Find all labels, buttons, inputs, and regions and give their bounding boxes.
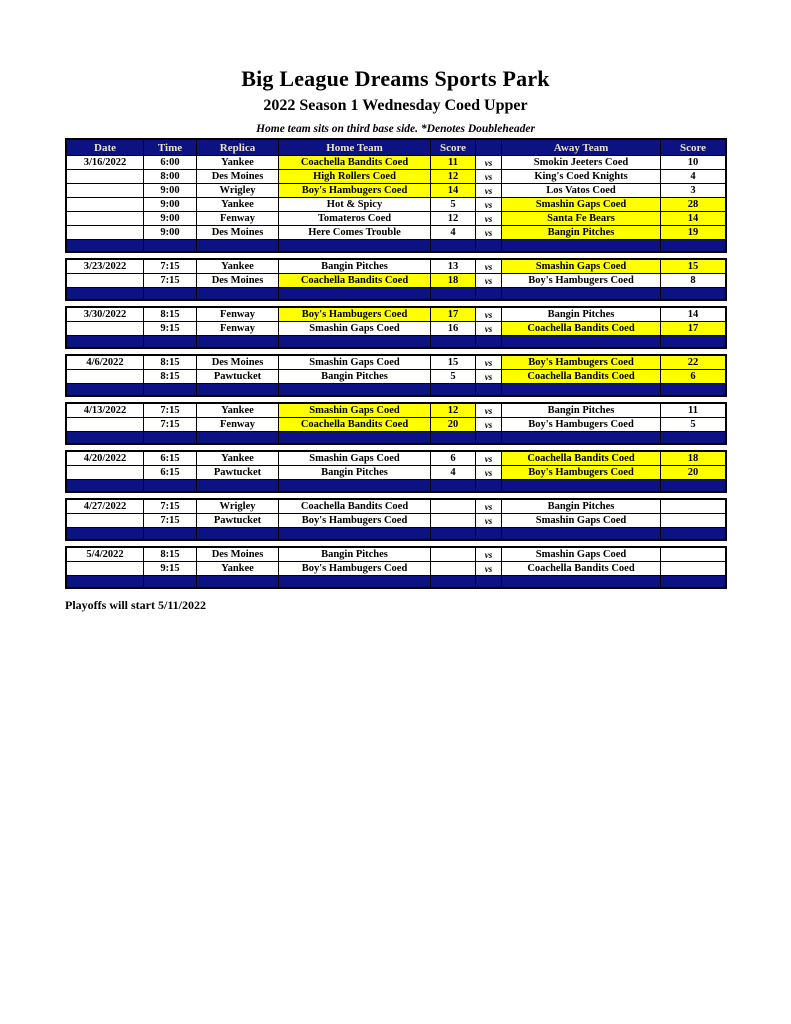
time-cell: 7:15 bbox=[144, 260, 197, 273]
separator-cell bbox=[197, 432, 279, 443]
schedule-block bbox=[65, 306, 727, 349]
time-cell: 9:00 bbox=[144, 226, 197, 239]
column-header: Date bbox=[67, 140, 144, 155]
date-cell bbox=[67, 466, 144, 479]
time-cell: 8:15 bbox=[144, 308, 197, 321]
separator-cell bbox=[144, 240, 197, 251]
home-team-cell: Bangin Pitches bbox=[279, 466, 431, 479]
separator-cell bbox=[431, 336, 476, 347]
replica-cell: Fenway bbox=[197, 212, 279, 225]
separator-cell bbox=[661, 528, 725, 539]
game-row bbox=[67, 198, 725, 212]
away-score-cell: 19 bbox=[661, 226, 725, 239]
home-score-cell: 4 bbox=[431, 466, 476, 479]
game-row bbox=[67, 562, 725, 576]
away-team-cell: Boy's Hambugers Coed bbox=[502, 274, 661, 287]
vs-cell: vs bbox=[476, 466, 502, 479]
column-header: Home Team bbox=[279, 140, 431, 155]
separator-cell bbox=[431, 240, 476, 251]
time-cell: 7:15 bbox=[144, 500, 197, 513]
separator-cell bbox=[144, 576, 197, 587]
time-cell: 8:15 bbox=[144, 370, 197, 383]
separator-cell bbox=[279, 384, 431, 395]
date-cell bbox=[67, 198, 144, 211]
separator-cell bbox=[476, 576, 502, 587]
away-score-cell: 6 bbox=[661, 370, 725, 383]
separator-cell bbox=[502, 288, 661, 299]
away-team-cell: Smashin Gaps Coed bbox=[502, 260, 661, 273]
separator-cell bbox=[144, 480, 197, 491]
home-team-cell: High Rollers Coed bbox=[279, 170, 431, 183]
time-cell: 9:00 bbox=[144, 184, 197, 197]
separator-cell bbox=[661, 336, 725, 347]
separator-cell bbox=[144, 288, 197, 299]
vs-cell: vs bbox=[476, 156, 502, 169]
vs-cell: vs bbox=[476, 452, 502, 465]
separator-cell bbox=[67, 480, 144, 491]
column-header: Time bbox=[144, 140, 197, 155]
game-row bbox=[67, 452, 725, 466]
date-cell bbox=[67, 184, 144, 197]
vs-cell: vs bbox=[476, 198, 502, 211]
game-row bbox=[67, 370, 725, 384]
separator-cell bbox=[279, 528, 431, 539]
home-score-cell bbox=[431, 562, 476, 575]
away-score-cell: 20 bbox=[661, 466, 725, 479]
game-row bbox=[67, 418, 725, 432]
date-cell bbox=[67, 322, 144, 335]
home-team-cell: Bangin Pitches bbox=[279, 548, 431, 561]
separator-cell bbox=[476, 336, 502, 347]
separator-cell bbox=[197, 528, 279, 539]
separator-cell bbox=[67, 528, 144, 539]
home-score-cell: 4 bbox=[431, 226, 476, 239]
vs-cell: vs bbox=[476, 404, 502, 417]
date-cell: 4/13/2022 bbox=[67, 404, 144, 417]
replica-cell: Yankee bbox=[197, 404, 279, 417]
date-cell: 3/23/2022 bbox=[67, 260, 144, 273]
game-row bbox=[67, 170, 725, 184]
vs-cell: vs bbox=[476, 308, 502, 321]
separator-cell bbox=[661, 240, 725, 251]
separator-cell bbox=[197, 480, 279, 491]
home-score-cell: 12 bbox=[431, 404, 476, 417]
date-cell bbox=[67, 562, 144, 575]
home-team-cell: Smashin Gaps Coed bbox=[279, 404, 431, 417]
home-team-cell: Coachella Bandits Coed bbox=[279, 500, 431, 513]
separator-cell bbox=[279, 240, 431, 251]
replica-cell: Pawtucket bbox=[197, 370, 279, 383]
home-team-cell: Coachella Bandits Coed bbox=[279, 418, 431, 431]
separator-cell bbox=[279, 336, 431, 347]
time-cell: 6:15 bbox=[144, 466, 197, 479]
vs-cell: vs bbox=[476, 562, 502, 575]
away-team-cell: Smashin Gaps Coed bbox=[502, 198, 661, 211]
vs-cell: vs bbox=[476, 322, 502, 335]
away-score-cell: 15 bbox=[661, 260, 725, 273]
replica-cell: Des Moines bbox=[197, 170, 279, 183]
game-row bbox=[67, 322, 725, 336]
column-header: Away Team bbox=[502, 140, 661, 155]
game-row bbox=[67, 260, 725, 274]
game-row bbox=[67, 466, 725, 480]
home-team-cell: Boy's Hambugers Coed bbox=[279, 562, 431, 575]
home-team-note: Home team sits on third base side. *Denotes Doubleheader bbox=[256, 123, 535, 135]
separator-cell bbox=[502, 240, 661, 251]
vs-cell: vs bbox=[476, 212, 502, 225]
separator-cell bbox=[661, 288, 725, 299]
replica-cell: Yankee bbox=[197, 198, 279, 211]
time-cell: 6:15 bbox=[144, 452, 197, 465]
vs-cell: vs bbox=[476, 170, 502, 183]
time-cell: 7:15 bbox=[144, 404, 197, 417]
separator-cell bbox=[476, 384, 502, 395]
home-team-cell: Boy's Hambugers Coed bbox=[279, 514, 431, 527]
time-cell: 9:15 bbox=[144, 322, 197, 335]
separator-cell bbox=[476, 288, 502, 299]
replica-cell: Fenway bbox=[197, 308, 279, 321]
date-cell bbox=[67, 418, 144, 431]
away-score-cell bbox=[661, 562, 725, 575]
schedule-block bbox=[65, 354, 727, 397]
away-team-cell: Bangin Pitches bbox=[502, 308, 661, 321]
replica-cell: Yankee bbox=[197, 156, 279, 169]
separator-cell bbox=[67, 576, 144, 587]
home-score-cell: 16 bbox=[431, 322, 476, 335]
separator-row bbox=[67, 432, 725, 443]
time-cell: 8:15 bbox=[144, 548, 197, 561]
home-score-cell: 15 bbox=[431, 356, 476, 369]
separator-cell bbox=[144, 432, 197, 443]
time-cell: 6:00 bbox=[144, 156, 197, 169]
game-row bbox=[67, 404, 725, 418]
home-score-cell: 20 bbox=[431, 418, 476, 431]
home-score-cell: 13 bbox=[431, 260, 476, 273]
away-team-cell: Coachella Bandits Coed bbox=[502, 562, 661, 575]
home-score-cell: 12 bbox=[431, 170, 476, 183]
home-team-cell: Here Comes Trouble bbox=[279, 226, 431, 239]
away-team-cell: Bangin Pitches bbox=[502, 226, 661, 239]
replica-cell: Pawtucket bbox=[197, 514, 279, 527]
vs-cell: vs bbox=[476, 514, 502, 527]
separator-cell bbox=[144, 528, 197, 539]
separator-cell bbox=[502, 576, 661, 587]
replica-cell: Wrigley bbox=[197, 184, 279, 197]
separator-cell bbox=[431, 528, 476, 539]
date-cell bbox=[67, 274, 144, 287]
away-team-cell: Los Vatos Coed bbox=[502, 184, 661, 197]
separator-cell bbox=[431, 384, 476, 395]
separator-cell bbox=[476, 528, 502, 539]
replica-cell: Des Moines bbox=[197, 226, 279, 239]
time-cell: 7:15 bbox=[144, 274, 197, 287]
away-score-cell: 22 bbox=[661, 356, 725, 369]
separator-cell bbox=[661, 576, 725, 587]
away-team-cell: Bangin Pitches bbox=[502, 500, 661, 513]
column-header: Score bbox=[431, 140, 476, 155]
away-score-cell: 3 bbox=[661, 184, 725, 197]
time-cell: 9:00 bbox=[144, 212, 197, 225]
separator-cell bbox=[144, 384, 197, 395]
date-cell: 3/30/2022 bbox=[67, 308, 144, 321]
separator-cell bbox=[67, 240, 144, 251]
time-cell: 9:00 bbox=[144, 198, 197, 211]
separator-cell bbox=[279, 480, 431, 491]
replica-cell: Yankee bbox=[197, 452, 279, 465]
separator-cell bbox=[197, 240, 279, 251]
separator-cell bbox=[476, 432, 502, 443]
replica-cell: Pawtucket bbox=[197, 466, 279, 479]
home-team-cell: Tomateros Coed bbox=[279, 212, 431, 225]
date-cell bbox=[67, 170, 144, 183]
away-team-cell: Coachella Bandits Coed bbox=[502, 370, 661, 383]
replica-cell: Des Moines bbox=[197, 548, 279, 561]
separator-cell bbox=[279, 576, 431, 587]
replica-cell: Yankee bbox=[197, 260, 279, 273]
separator-row bbox=[67, 336, 725, 347]
separator-cell bbox=[431, 288, 476, 299]
separator-cell bbox=[502, 480, 661, 491]
separator-cell bbox=[67, 384, 144, 395]
away-score-cell bbox=[661, 500, 725, 513]
separator-cell bbox=[661, 480, 725, 491]
vs-cell: vs bbox=[476, 418, 502, 431]
date-cell bbox=[67, 370, 144, 383]
home-team-cell: Boy's Hambugers Coed bbox=[279, 184, 431, 197]
schedule-table bbox=[65, 138, 727, 594]
vs-cell: vs bbox=[476, 260, 502, 273]
away-score-cell: 10 bbox=[661, 156, 725, 169]
time-cell: 7:15 bbox=[144, 514, 197, 527]
home-team-cell: Smashin Gaps Coed bbox=[279, 356, 431, 369]
vs-cell: vs bbox=[476, 274, 502, 287]
separator-row bbox=[67, 528, 725, 539]
schedule-block bbox=[65, 402, 727, 445]
away-team-cell: Santa Fe Bears bbox=[502, 212, 661, 225]
home-team-cell: Bangin Pitches bbox=[279, 260, 431, 273]
date-cell: 3/16/2022 bbox=[67, 156, 144, 169]
away-team-cell: Boy's Hambugers Coed bbox=[502, 356, 661, 369]
separator-row bbox=[67, 384, 725, 395]
separator-cell bbox=[502, 432, 661, 443]
away-score-cell bbox=[661, 548, 725, 561]
separator-cell bbox=[67, 432, 144, 443]
away-score-cell bbox=[661, 514, 725, 527]
separator-cell bbox=[476, 480, 502, 491]
separator-cell bbox=[67, 288, 144, 299]
away-score-cell: 14 bbox=[661, 212, 725, 225]
game-row bbox=[67, 212, 725, 226]
date-cell: 4/6/2022 bbox=[67, 356, 144, 369]
date-cell: 5/4/2022 bbox=[67, 548, 144, 561]
away-team-cell: Smashin Gaps Coed bbox=[502, 548, 661, 561]
separator-row bbox=[67, 288, 725, 299]
away-team-cell: Boy's Hambugers Coed bbox=[502, 418, 661, 431]
away-score-cell: 5 bbox=[661, 418, 725, 431]
game-row bbox=[67, 184, 725, 198]
separator-cell bbox=[279, 288, 431, 299]
time-cell: 7:15 bbox=[144, 418, 197, 431]
schedule-block bbox=[65, 450, 727, 493]
column-header bbox=[476, 140, 502, 155]
vs-cell: vs bbox=[476, 500, 502, 513]
schedule-block bbox=[65, 138, 727, 253]
date-cell bbox=[67, 212, 144, 225]
separator-cell bbox=[502, 384, 661, 395]
separator-cell bbox=[661, 432, 725, 443]
game-row bbox=[67, 356, 725, 370]
date-cell: 4/27/2022 bbox=[67, 500, 144, 513]
replica-cell: Fenway bbox=[197, 322, 279, 335]
away-score-cell: 17 bbox=[661, 322, 725, 335]
vs-cell: vs bbox=[476, 226, 502, 239]
replica-cell: Wrigley bbox=[197, 500, 279, 513]
time-cell: 8:00 bbox=[144, 170, 197, 183]
home-score-cell: 6 bbox=[431, 452, 476, 465]
away-score-cell: 4 bbox=[661, 170, 725, 183]
home-score-cell: 11 bbox=[431, 156, 476, 169]
column-header: Score bbox=[661, 140, 725, 155]
home-score-cell bbox=[431, 500, 476, 513]
game-row bbox=[67, 226, 725, 240]
separator-cell bbox=[197, 336, 279, 347]
away-score-cell: 8 bbox=[661, 274, 725, 287]
home-score-cell: 17 bbox=[431, 308, 476, 321]
game-row bbox=[67, 514, 725, 528]
time-cell: 8:15 bbox=[144, 356, 197, 369]
page-subtitle: 2022 Season 1 Wednesday Coed Upper bbox=[263, 97, 528, 114]
away-team-cell: Boy's Hambugers Coed bbox=[502, 466, 661, 479]
separator-cell bbox=[502, 336, 661, 347]
separator-cell bbox=[197, 384, 279, 395]
away-score-cell: 11 bbox=[661, 404, 725, 417]
home-team-cell: Boy's Hambugers Coed bbox=[279, 308, 431, 321]
home-team-cell: Coachella Bandits Coed bbox=[279, 274, 431, 287]
home-team-cell: Bangin Pitches bbox=[279, 370, 431, 383]
replica-cell: Des Moines bbox=[197, 274, 279, 287]
game-row bbox=[67, 274, 725, 288]
vs-cell: vs bbox=[476, 370, 502, 383]
home-score-cell bbox=[431, 514, 476, 527]
separator-cell bbox=[431, 576, 476, 587]
home-team-cell: Coachella Bandits Coed bbox=[279, 156, 431, 169]
separator-row bbox=[67, 240, 725, 251]
home-team-cell: Smashin Gaps Coed bbox=[279, 452, 431, 465]
schedule-block bbox=[65, 498, 727, 541]
home-score-cell: 5 bbox=[431, 198, 476, 211]
away-score-cell: 14 bbox=[661, 308, 725, 321]
home-score-cell bbox=[431, 548, 476, 561]
away-score-cell: 18 bbox=[661, 452, 725, 465]
home-score-cell: 14 bbox=[431, 184, 476, 197]
separator-cell bbox=[431, 480, 476, 491]
vs-cell: vs bbox=[476, 184, 502, 197]
date-cell: 4/20/2022 bbox=[67, 452, 144, 465]
separator-cell bbox=[502, 528, 661, 539]
table-header-row bbox=[67, 140, 725, 156]
separator-cell bbox=[197, 576, 279, 587]
schedule-block bbox=[65, 258, 727, 301]
separator-cell bbox=[144, 336, 197, 347]
date-cell bbox=[67, 514, 144, 527]
separator-cell bbox=[431, 432, 476, 443]
away-team-cell: King's Coed Knights bbox=[502, 170, 661, 183]
replica-cell: Yankee bbox=[197, 562, 279, 575]
home-team-cell: Hot & Spicy bbox=[279, 198, 431, 211]
home-score-cell: 5 bbox=[431, 370, 476, 383]
away-team-cell: Coachella Bandits Coed bbox=[502, 452, 661, 465]
date-cell bbox=[67, 226, 144, 239]
separator-row bbox=[67, 576, 725, 587]
separator-cell bbox=[476, 240, 502, 251]
replica-cell: Des Moines bbox=[197, 356, 279, 369]
away-team-cell: Smashin Gaps Coed bbox=[502, 514, 661, 527]
separator-cell bbox=[67, 336, 144, 347]
away-team-cell: Bangin Pitches bbox=[502, 404, 661, 417]
away-team-cell: Coachella Bandits Coed bbox=[502, 322, 661, 335]
replica-cell: Fenway bbox=[197, 418, 279, 431]
vs-cell: vs bbox=[476, 356, 502, 369]
schedule-block bbox=[65, 546, 727, 589]
time-cell: 9:15 bbox=[144, 562, 197, 575]
column-header: Replica bbox=[197, 140, 279, 155]
separator-row bbox=[67, 480, 725, 491]
game-row bbox=[67, 308, 725, 322]
away-score-cell: 28 bbox=[661, 198, 725, 211]
separator-cell bbox=[279, 432, 431, 443]
page-title: Big League Dreams Sports Park bbox=[241, 66, 550, 91]
game-row bbox=[67, 500, 725, 514]
home-score-cell: 12 bbox=[431, 212, 476, 225]
home-team-cell: Smashin Gaps Coed bbox=[279, 322, 431, 335]
game-row bbox=[67, 548, 725, 562]
game-row bbox=[67, 156, 725, 170]
vs-cell: vs bbox=[476, 548, 502, 561]
playoffs-note: Playoffs will start 5/11/2022 bbox=[65, 598, 206, 612]
separator-cell bbox=[661, 384, 725, 395]
away-team-cell: Smokin Jeeters Coed bbox=[502, 156, 661, 169]
separator-cell bbox=[197, 288, 279, 299]
home-score-cell: 18 bbox=[431, 274, 476, 287]
